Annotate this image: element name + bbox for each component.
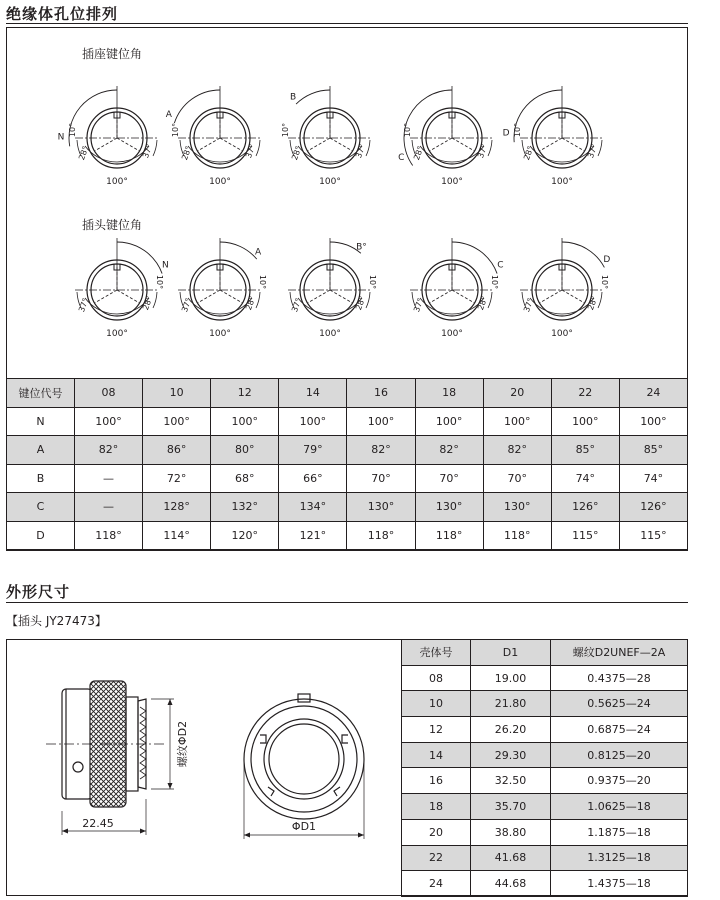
table-cell: 132° bbox=[211, 493, 279, 522]
table-cell: 85° bbox=[551, 436, 619, 465]
left-angle-label: 37° bbox=[76, 296, 91, 314]
table-cell: — bbox=[75, 493, 143, 522]
bottom-angle-label: 100° bbox=[551, 177, 573, 187]
table-cell: 0.9375—20 bbox=[551, 768, 688, 794]
header-cell: 键位代号 bbox=[7, 379, 75, 408]
table-cell: A bbox=[7, 436, 75, 465]
table-cell: 100° bbox=[415, 407, 483, 436]
table-cell: 29.30 bbox=[471, 742, 551, 768]
outline-dimensions-title: 外形尺寸 bbox=[6, 583, 71, 601]
key-letter: N bbox=[57, 132, 65, 143]
table-cell: 1.4375—18 bbox=[551, 871, 688, 897]
table-row bbox=[402, 717, 688, 743]
bottom-angle-label: 100° bbox=[441, 329, 463, 339]
table-cell: 66° bbox=[279, 464, 347, 493]
top-angle-label: 10° bbox=[490, 274, 499, 290]
table-cell: 72° bbox=[143, 464, 211, 493]
table-row bbox=[402, 742, 688, 768]
table-cell: 22 bbox=[402, 845, 471, 871]
table-cell: 21.80 bbox=[471, 691, 551, 717]
receptacle-diagram-3 bbox=[398, 86, 494, 187]
right-angle-label: 28° bbox=[243, 294, 258, 312]
header-cell: 10 bbox=[143, 379, 211, 408]
header-cell: 18 bbox=[415, 379, 483, 408]
table-cell: 1.0625—18 bbox=[551, 794, 688, 820]
table-cell: C bbox=[7, 493, 75, 522]
plug-key-angle-label: 插头键位角 bbox=[82, 218, 143, 232]
table-cell: N bbox=[7, 407, 75, 436]
key-letter: C bbox=[398, 152, 405, 163]
table-cell: 121° bbox=[279, 521, 347, 550]
table-cell: 118° bbox=[75, 521, 143, 550]
key-position-table bbox=[6, 378, 688, 550]
table-cell: 0.8125—20 bbox=[551, 742, 688, 768]
table-cell: 80° bbox=[211, 436, 279, 465]
length-dimension: 22.45 bbox=[82, 817, 114, 830]
left-angle-label: 28° bbox=[76, 144, 91, 162]
table-cell: 85° bbox=[619, 436, 687, 465]
right-angle-label: 37° bbox=[243, 142, 258, 160]
table-cell: 100° bbox=[347, 407, 415, 436]
right-angle-label: 37° bbox=[353, 142, 368, 160]
table-cell: 118° bbox=[415, 521, 483, 550]
table-cell: 0.4375—28 bbox=[551, 665, 688, 691]
table-cell: 1.1875—18 bbox=[551, 819, 688, 845]
table-cell: 100° bbox=[551, 407, 619, 436]
table-cell: 74° bbox=[619, 464, 687, 493]
top-angle-label: 10° bbox=[368, 274, 377, 290]
key-letter: A bbox=[165, 109, 172, 120]
side-view bbox=[46, 681, 174, 835]
key-letter: B° bbox=[356, 242, 367, 253]
table-row bbox=[402, 691, 688, 717]
header-cell: 22 bbox=[551, 379, 619, 408]
table-cell: 70° bbox=[483, 464, 551, 493]
left-angle-label: 28° bbox=[521, 144, 536, 162]
table-cell: 19.00 bbox=[471, 665, 551, 691]
left-angle-label: 37° bbox=[411, 296, 426, 314]
left-angle-label: 28° bbox=[411, 144, 426, 162]
left-angle-label: 28° bbox=[289, 144, 304, 162]
table-cell: 12 bbox=[402, 717, 471, 743]
table-cell: 0.5625—24 bbox=[551, 691, 688, 717]
thread-dimension: 螺纹ΦD2 bbox=[176, 720, 189, 768]
bottom-angle-label: 100° bbox=[551, 329, 573, 339]
table-cell: 1.3125—18 bbox=[551, 845, 688, 871]
key-letter: B bbox=[290, 92, 297, 103]
table-row bbox=[7, 407, 688, 436]
dimension-table bbox=[401, 639, 688, 897]
table-cell: 126° bbox=[551, 493, 619, 522]
top-angle-label: 10° bbox=[258, 274, 267, 290]
header-cell: 20 bbox=[483, 379, 551, 408]
table-cell: B bbox=[7, 464, 75, 493]
header-cell: 16 bbox=[347, 379, 415, 408]
table-cell: 100° bbox=[279, 407, 347, 436]
table-cell: 100° bbox=[211, 407, 279, 436]
plug-diagram-1 bbox=[178, 238, 267, 339]
table-row bbox=[7, 521, 688, 550]
table-cell: 130° bbox=[347, 493, 415, 522]
left-angle-label: 37° bbox=[289, 296, 304, 314]
table-cell: 79° bbox=[279, 436, 347, 465]
table-cell: 82° bbox=[483, 436, 551, 465]
table-cell: 24 bbox=[402, 871, 471, 897]
table-cell: 20 bbox=[402, 819, 471, 845]
header-cell: D1 bbox=[471, 640, 551, 666]
top-angle-label: 10° bbox=[403, 122, 412, 138]
table-row bbox=[402, 845, 688, 871]
header-cell: 壳体号 bbox=[402, 640, 471, 666]
receptacle-key-angle-label: 插座键位角 bbox=[82, 47, 143, 61]
insert-arrangement-title: 绝缘体孔位排列 bbox=[6, 5, 119, 23]
table-cell: 82° bbox=[347, 436, 415, 465]
bottom-angle-label: 100° bbox=[209, 177, 231, 187]
table-cell: 16 bbox=[402, 768, 471, 794]
table-row bbox=[402, 768, 688, 794]
table-row bbox=[402, 665, 688, 691]
diameter-dimension: ΦD1 bbox=[291, 820, 317, 833]
table-cell: 14 bbox=[402, 742, 471, 768]
table-cell: 18 bbox=[402, 794, 471, 820]
table-cell: 26.20 bbox=[471, 717, 551, 743]
table-cell: 118° bbox=[483, 521, 551, 550]
right-angle-label: 37° bbox=[585, 142, 600, 160]
table-cell: 134° bbox=[279, 493, 347, 522]
plug-diagram-3 bbox=[410, 238, 504, 339]
table-cell: 44.68 bbox=[471, 871, 551, 897]
plug-model-subtitle: 【插头 JY27473】 bbox=[6, 614, 107, 628]
table-cell: 82° bbox=[415, 436, 483, 465]
header-cell: 12 bbox=[211, 379, 279, 408]
top-angle-label: 10° bbox=[68, 122, 77, 138]
table-cell: 130° bbox=[483, 493, 551, 522]
table-cell: 114° bbox=[143, 521, 211, 550]
table-cell: 115° bbox=[551, 521, 619, 550]
table-cell: 100° bbox=[619, 407, 687, 436]
key-letter: D bbox=[502, 128, 510, 139]
left-angle-label: 37° bbox=[179, 296, 194, 314]
header-cell: 螺纹D2UNEF—2A bbox=[551, 640, 688, 666]
key-position-diagrams bbox=[0, 0, 720, 380]
table-cell: 41.68 bbox=[471, 845, 551, 871]
header-cell: 24 bbox=[619, 379, 687, 408]
top-angle-label: 10° bbox=[600, 274, 609, 290]
bottom-angle-label: 100° bbox=[106, 177, 128, 187]
table-cell: 35.70 bbox=[471, 794, 551, 820]
header-cell: 14 bbox=[279, 379, 347, 408]
plug-diagram-4 bbox=[520, 238, 610, 339]
table-cell: 32.50 bbox=[471, 768, 551, 794]
table-cell: 128° bbox=[143, 493, 211, 522]
table-cell: D bbox=[7, 521, 75, 550]
table-cell: 120° bbox=[211, 521, 279, 550]
table-row bbox=[7, 464, 688, 493]
table-cell: 08 bbox=[402, 665, 471, 691]
table-cell: 126° bbox=[619, 493, 687, 522]
table-cell: 100° bbox=[483, 407, 551, 436]
table-cell: 100° bbox=[143, 407, 211, 436]
table-cell: — bbox=[75, 464, 143, 493]
bottom-angle-label: 100° bbox=[319, 177, 341, 187]
key-letter: N bbox=[162, 260, 169, 271]
bottom-angle-label: 100° bbox=[319, 329, 341, 339]
header-cell: 08 bbox=[75, 379, 143, 408]
right-angle-label: 37° bbox=[475, 142, 490, 160]
top-angle-label: 10° bbox=[155, 274, 164, 290]
table-cell: 70° bbox=[347, 464, 415, 493]
right-angle-label: 28° bbox=[353, 294, 368, 312]
key-letter: D bbox=[603, 254, 611, 265]
table-cell: 38.80 bbox=[471, 819, 551, 845]
left-angle-label: 37° bbox=[521, 296, 536, 314]
table-cell: 100° bbox=[75, 407, 143, 436]
table-cell: 70° bbox=[415, 464, 483, 493]
right-angle-label: 28° bbox=[585, 294, 600, 312]
top-angle-label: 10° bbox=[171, 122, 180, 138]
front-view bbox=[244, 694, 364, 839]
table-cell: 0.6875—24 bbox=[551, 717, 688, 743]
table-cell: 68° bbox=[211, 464, 279, 493]
right-angle-label: 28° bbox=[140, 294, 155, 312]
key-letter: A bbox=[255, 247, 262, 258]
table-cell: 130° bbox=[415, 493, 483, 522]
plug-diagram-2 bbox=[288, 238, 377, 339]
key-table-header-row bbox=[7, 379, 688, 408]
receptacle-diagram-1 bbox=[166, 86, 262, 187]
receptacle-diagram-2 bbox=[281, 86, 372, 187]
table-cell: 82° bbox=[75, 436, 143, 465]
plug-outline-drawing bbox=[6, 639, 406, 899]
key-letter: C bbox=[497, 260, 504, 271]
table-row bbox=[402, 819, 688, 845]
right-angle-label: 37° bbox=[140, 142, 155, 160]
receptacle-diagram-0 bbox=[58, 86, 159, 187]
table-row bbox=[402, 794, 688, 820]
left-angle-label: 28° bbox=[179, 144, 194, 162]
title-rule-2 bbox=[6, 602, 688, 603]
table-row bbox=[402, 871, 688, 897]
plug-diagram-0 bbox=[75, 238, 169, 339]
table-cell: 10 bbox=[402, 691, 471, 717]
receptacle-diagram-4 bbox=[503, 86, 604, 187]
top-angle-label: 10° bbox=[281, 122, 290, 138]
table-row bbox=[7, 436, 688, 465]
right-angle-label: 28° bbox=[475, 294, 490, 312]
table-cell: 86° bbox=[143, 436, 211, 465]
bottom-angle-label: 100° bbox=[209, 329, 231, 339]
table-cell: 118° bbox=[347, 521, 415, 550]
table-cell: 115° bbox=[619, 521, 687, 550]
top-angle-label: 10° bbox=[513, 122, 522, 138]
dim-table-header-row bbox=[402, 640, 688, 666]
table-cell: 74° bbox=[551, 464, 619, 493]
bottom-angle-label: 100° bbox=[441, 177, 463, 187]
table-row bbox=[7, 493, 688, 522]
bottom-angle-label: 100° bbox=[106, 329, 128, 339]
